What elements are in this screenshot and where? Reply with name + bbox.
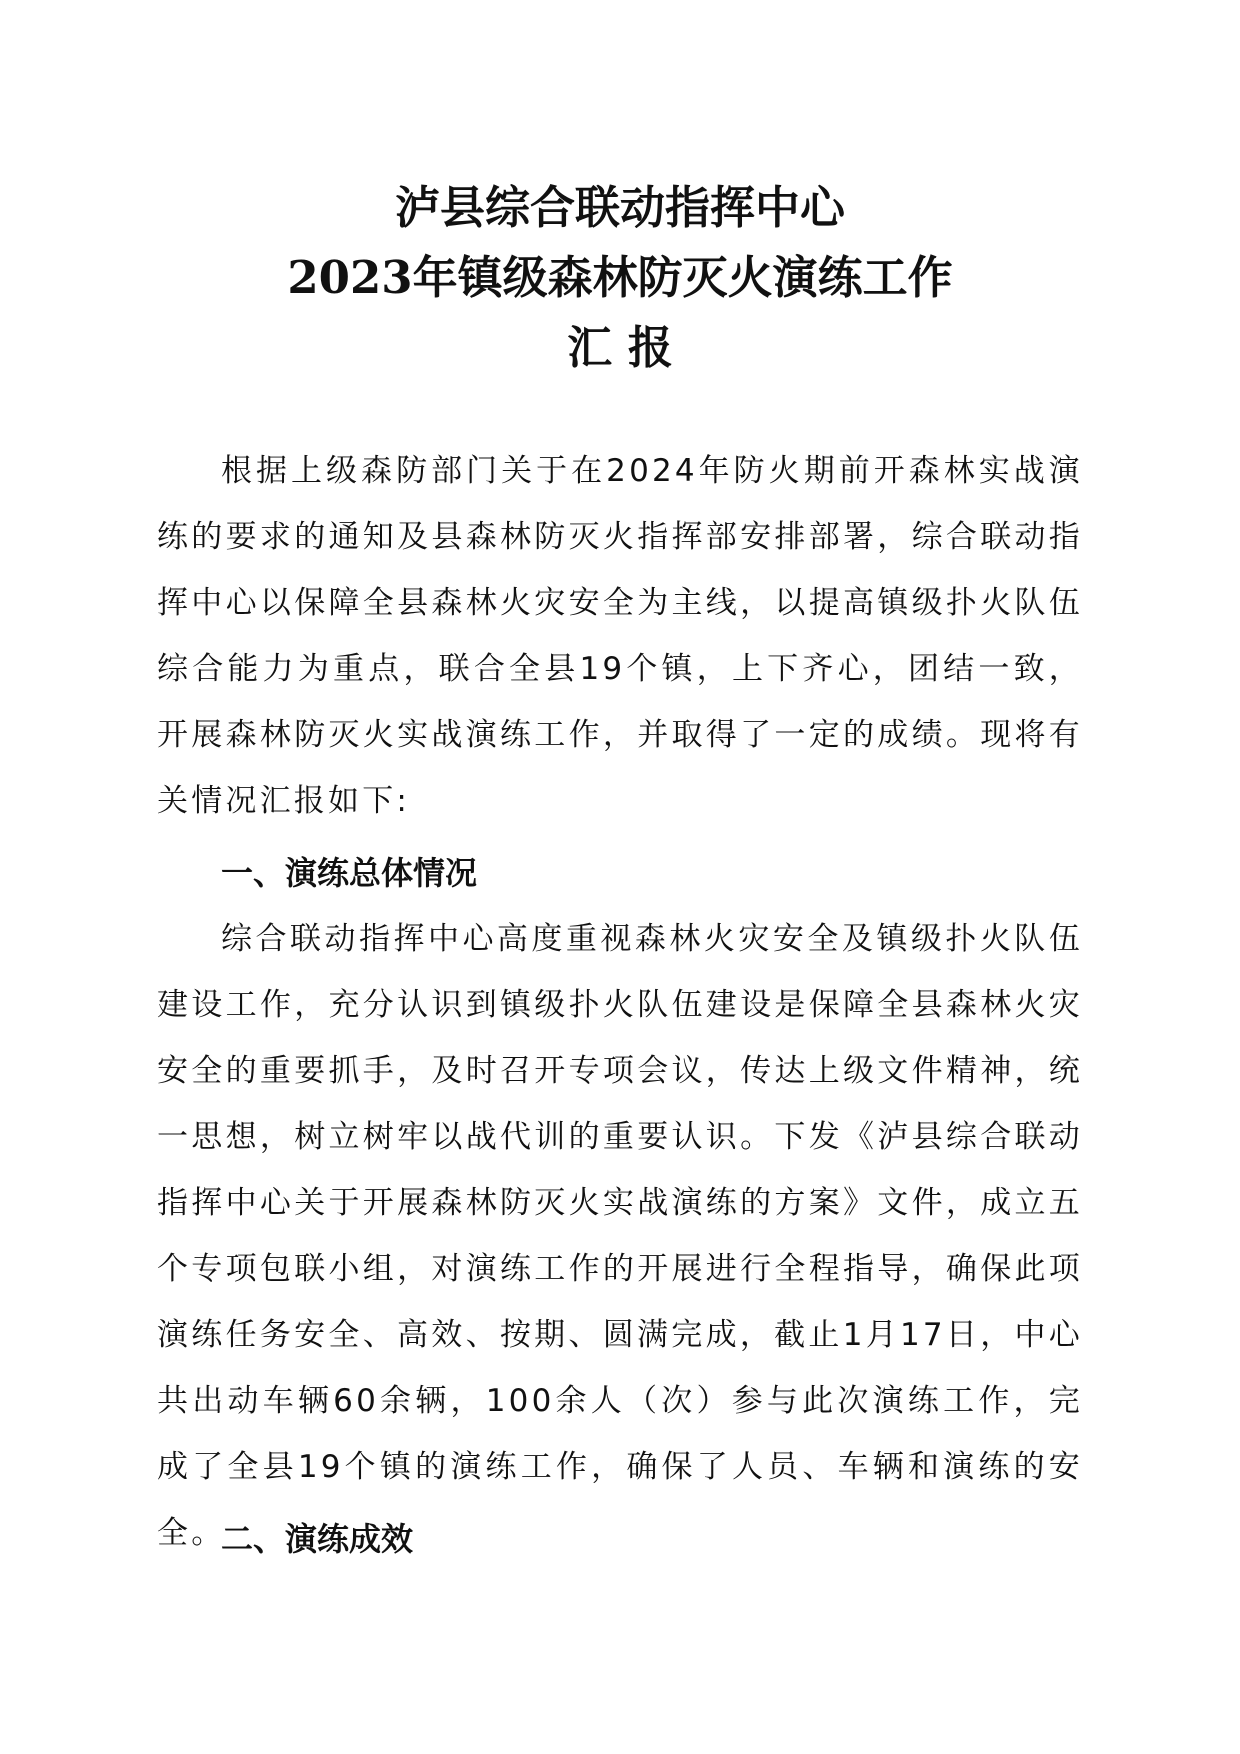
document-title-line2: 2023年镇级森林防灭火演练工作 xyxy=(287,251,953,304)
section1-paragraph: 综合联动指挥中心高度重视森林火灾安全及镇级扑火队伍建设工作，充分认识到镇级扑火队伍建设是保障全县森林火灾安全的重要抓手，及时召开专项会议，传达上级文件精神，统一思想，树立树牢以战代训的重要认识。下发《泸县综合联动指挥中心关于开展森林防灭火实战演练的方案》文件，成立五个专项包联小组，对演练工作的开展进行全程指导，确保此项演练任务安全、高效、按期、圆满完成，截止1月17日，中心共出动车辆60余辆，100余人（次）参与此次演练工作，完成了全县19个镇的演练工作，确保了人员、车辆和演练的安全。 xyxy=(157,921,1083,1551)
document-title-line1: 泸县综合联动指挥中心 xyxy=(394,181,845,234)
section2-heading: 二、演练成效 xyxy=(221,1520,414,1558)
intro-paragraph: 根据上级森防部门关于在2024年防火期前开森林实战演练的要求的通知及县森林防灭火指挥部安排部署，综合联动指挥中心以保障全县森林火灾安全为主线，以提高镇级扑火队伍综合能力为重点，联合全县19个镇，上下齐心，团结一致，开展森林防灭火实战演练工作，并取得了一定的成绩。现将有关情况汇报如下: xyxy=(157,453,1083,819)
document-title-line3: 汇 报 xyxy=(567,321,673,374)
section1-heading: 一、演练总体情况 xyxy=(221,854,478,892)
